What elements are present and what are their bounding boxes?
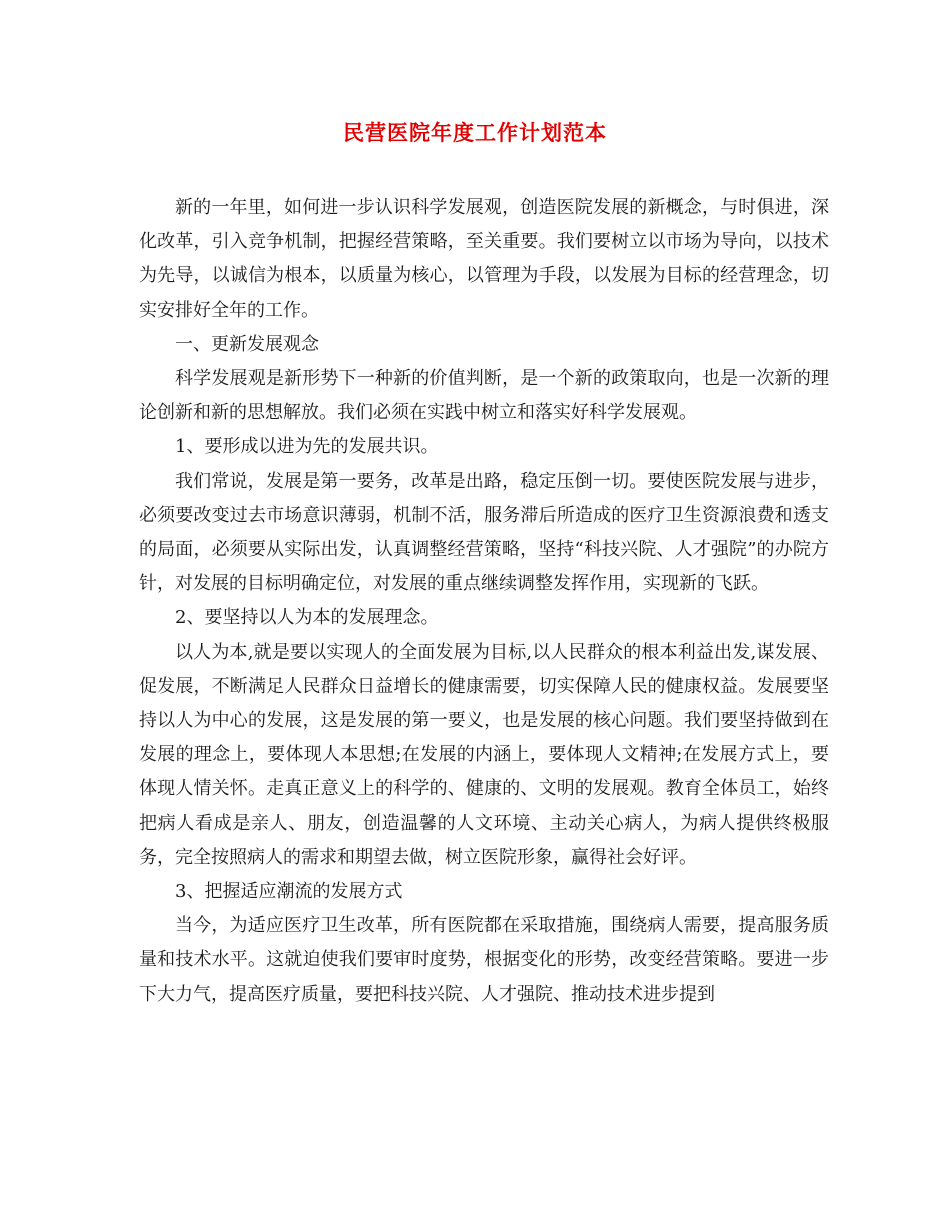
paragraph-subsection-3: 当今，为适应医疗卫生改革，所有医院都在采取措施，围绕病人需要，提高服务质量和技术水平。这就迫使我们要审时度势，根据变化的形势，改变经营策略。要进一步下大力气，提高医疗质量，要把科技兴院、人才强院、推动技术进步提到 xyxy=(139,915,829,1005)
section-heading-1: 一、更新发展观念 xyxy=(175,333,319,355)
paragraph-intro: 新的一年里，如何进一步认识科学发展观，创造医院发展的新概念，与时俱进，深化改革，引入竞争机制，把握经营策略，至关重要。我们要树立以市场为导向，以技术为先导，以诚信为根本，以质量为核心，以管理为手段，以发展为目标的经营理念，切实安排好全年的工作。 xyxy=(139,197,829,321)
subheading-2: 2、要坚持以人为本的发展理念。 xyxy=(175,607,439,629)
document-title: 民营医院年度工作计划范本 xyxy=(343,120,607,145)
subheading-1: 1、要形成以进为先的发展共识。 xyxy=(175,436,439,458)
paragraph-subsection-2: 以人为本,就是要以实现人的全面发展为目标,以人民群众的根本利益出发,谋发展、促发展，不断满足人民群众日益增长的健康需要，切实保障人民的健康权益。发展要坚持以人为中心的发展，这是发展的第一要义，也是发展的核心问题。我们要坚持做到在发展的理念上，要体现人本思想;在发展的内涵上，要体现人文精神;在发展方式上，要体现人情关怀。走真正意义上的科学的、健康的、文明的发展观。教育全体员工，始终把病人看成是亲人、朋友，创造温馨的人文环境、主动关心病人，为病人提供终极服务，完全按照病人的需求和期望去做，树立医院形象，赢得社会好评。 xyxy=(139,641,829,868)
document-body xyxy=(139,191,829,1012)
paragraph-section-1: 科学发展观是新形势下一种新的价值判断，是一个新的政策取向，也是一次新的理论创新和新的思想解放。我们必须在实践中树立和落实好科学发展观。 xyxy=(139,368,829,424)
paragraph-subsection-1: 我们常说，发展是第一要务，改革是出路，稳定压倒一切。要使医院发展与进步，必须要改变过去市场意识薄弱，机制不活，服务滞后所造成的医疗卫生资源浪费和透支的局面，必须要从实际出发，认真调整经营策略，坚持“科技兴院、人才强院”的办院方针，对发展的目标明确定位，对发展的重点继续调整发挥作用，实现新的飞跃。 xyxy=(139,470,829,595)
subheading-3: 3、把握适应潮流的发展方式 xyxy=(175,881,403,903)
